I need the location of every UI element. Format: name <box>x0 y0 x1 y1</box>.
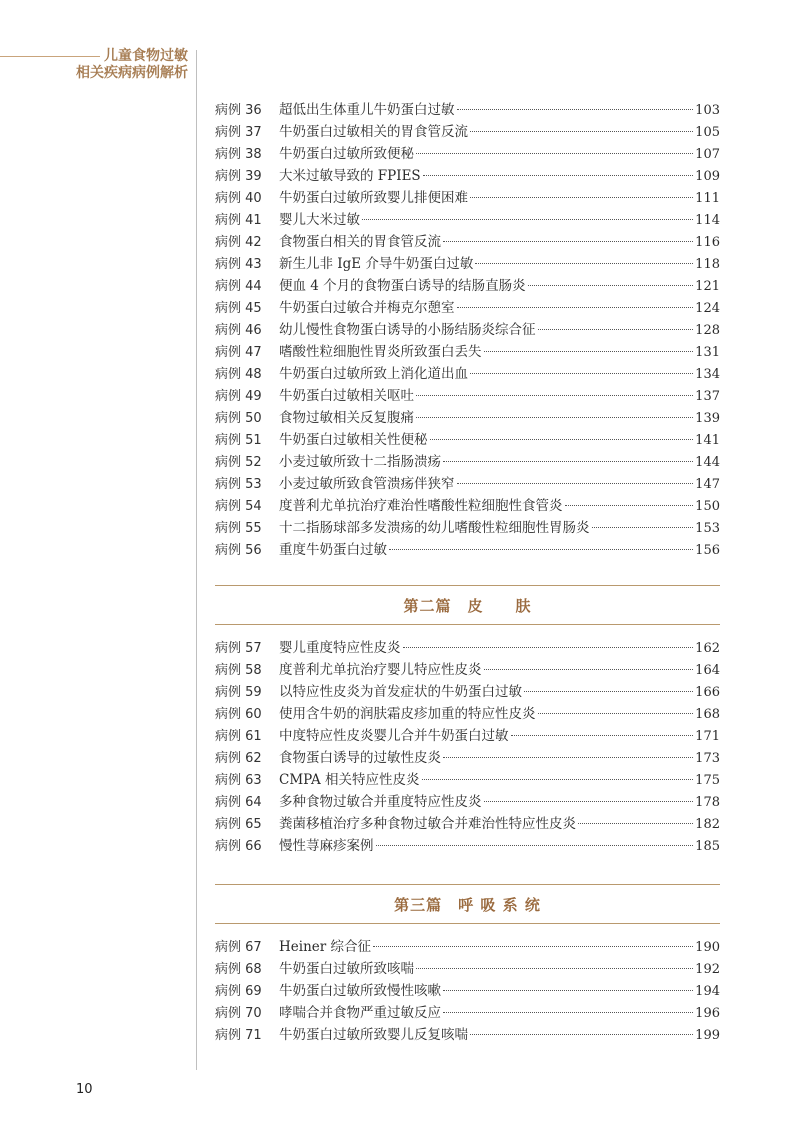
page-ref: 118 <box>695 257 720 272</box>
case-title: 食物蛋白相关的胃食管反流 <box>279 234 441 250</box>
dot-leader <box>443 757 693 758</box>
toc-entry <box>215 451 720 473</box>
case-title: Heiner 综合征 <box>279 939 372 955</box>
toc-entry <box>215 429 720 451</box>
case-title: 牛奶蛋白过敏所致上消化道出血 <box>279 366 468 382</box>
page-number: 10 <box>76 1082 93 1097</box>
margin-rule <box>196 50 197 1070</box>
dot-leader <box>389 549 693 550</box>
toc-entry <box>215 769 720 791</box>
running-header-line2: 相关疾病病例解析 <box>76 65 188 81</box>
page-ref: 162 <box>695 641 720 656</box>
case-title: 小麦过敏所致食管溃疡伴狭窄 <box>279 476 455 492</box>
toc-entry <box>215 703 720 725</box>
dot-leader <box>470 131 693 132</box>
section-heading-skin: 第二篇 皮 肤 <box>215 585 720 625</box>
case-number: 病例 41 <box>215 213 262 228</box>
case-title: 度普利尤单抗治疗婴儿特应性皮炎 <box>279 662 482 678</box>
dot-leader <box>484 801 694 802</box>
toc-entry <box>215 319 720 341</box>
case-number: 病例 36 <box>215 103 262 118</box>
page-ref: 137 <box>695 389 720 404</box>
case-number: 病例 45 <box>215 301 262 316</box>
case-title: 粪菌移植治疗多种食物过敏合并难治性特应性皮炎 <box>279 816 576 832</box>
page-ref: 173 <box>695 751 720 766</box>
dot-leader <box>484 351 694 352</box>
dot-leader <box>538 329 694 330</box>
toc-entry <box>215 297 720 319</box>
case-title: 婴儿重度特应性皮炎 <box>279 640 401 656</box>
case-number: 病例 65 <box>215 817 262 832</box>
page-ref: 156 <box>695 543 720 558</box>
case-title: 哮喘合并食物严重过敏反应 <box>279 1005 441 1021</box>
dot-leader <box>538 713 694 714</box>
dot-leader <box>376 845 694 846</box>
dot-leader <box>470 373 693 374</box>
page-ref: 144 <box>695 455 720 470</box>
case-title: 新生儿非 IgE 介导牛奶蛋白过敏 <box>279 256 474 272</box>
case-number: 病例 59 <box>215 685 262 700</box>
page-ref: 147 <box>695 477 720 492</box>
dot-leader <box>470 1034 693 1035</box>
dot-leader <box>592 527 694 528</box>
page-ref: 153 <box>695 521 720 536</box>
toc-entry <box>215 1002 720 1024</box>
page-ref: 185 <box>695 839 720 854</box>
case-number: 病例 47 <box>215 345 262 360</box>
toc-entry <box>215 99 720 121</box>
dot-leader <box>423 175 693 176</box>
case-title: CMPA 相关特应性皮炎 <box>279 772 420 788</box>
case-number: 病例 68 <box>215 962 262 977</box>
toc-entry <box>215 517 720 539</box>
page-ref: 194 <box>695 984 720 999</box>
case-number: 病例 46 <box>215 323 262 338</box>
case-number: 病例 54 <box>215 499 262 514</box>
case-title: 幼儿慢性食物蛋白诱导的小肠结肠炎综合征 <box>279 322 536 338</box>
case-title: 便血 4 个月的食物蛋白诱导的结肠直肠炎 <box>279 278 526 294</box>
page-ref: 192 <box>695 962 720 977</box>
toc-entry <box>215 813 720 835</box>
case-number: 病例 48 <box>215 367 262 382</box>
case-number: 病例 37 <box>215 125 262 140</box>
case-number: 病例 71 <box>215 1028 262 1043</box>
dot-leader <box>524 691 693 692</box>
dot-leader <box>416 417 693 418</box>
case-title: 嗜酸性粒细胞性胃炎所致蛋白丢失 <box>279 344 482 360</box>
case-title: 牛奶蛋白过敏所致咳喘 <box>279 961 414 977</box>
case-number: 病例 56 <box>215 543 262 558</box>
toc-entry <box>215 637 720 659</box>
dot-leader <box>475 263 693 264</box>
dot-leader <box>443 461 693 462</box>
toc-entry <box>215 253 720 275</box>
dot-leader <box>373 946 693 947</box>
dot-leader <box>443 241 693 242</box>
dot-leader <box>528 285 694 286</box>
page-ref: 109 <box>695 169 720 184</box>
toc-entry <box>215 681 720 703</box>
case-title: 牛奶蛋白过敏相关性便秘 <box>279 432 428 448</box>
case-number: 病例 66 <box>215 839 262 854</box>
toc-entry <box>215 539 720 561</box>
case-title: 婴儿大米过敏 <box>279 212 360 228</box>
toc-entry <box>215 725 720 747</box>
case-title: 超低出生体重儿牛奶蛋白过敏 <box>279 102 455 118</box>
case-title: 慢性荨麻疹案例 <box>279 838 374 854</box>
dot-leader <box>403 647 694 648</box>
page-ref: 111 <box>695 191 720 206</box>
case-number: 病例 70 <box>215 1006 262 1021</box>
case-number: 病例 49 <box>215 389 262 404</box>
page-ref: 199 <box>695 1028 720 1043</box>
toc-entry <box>215 121 720 143</box>
toc-entry <box>215 231 720 253</box>
case-number: 病例 53 <box>215 477 262 492</box>
case-title: 中度特应性皮炎婴儿合并牛奶蛋白过敏 <box>279 728 509 744</box>
page-ref: 116 <box>695 235 720 250</box>
toc-list-part2 <box>215 637 720 857</box>
toc-entry <box>215 407 720 429</box>
page-ref: 124 <box>695 301 720 316</box>
case-title: 大米过敏导致的 FPIES <box>279 168 421 184</box>
dot-leader <box>430 439 694 440</box>
page-ref: 141 <box>695 433 720 448</box>
case-number: 病例 67 <box>215 940 262 955</box>
case-number: 病例 57 <box>215 641 262 656</box>
toc-entry <box>215 791 720 813</box>
dot-leader <box>457 483 694 484</box>
page-ref: 128 <box>695 323 720 338</box>
toc-entry <box>215 473 720 495</box>
page-ref: 164 <box>695 663 720 678</box>
dot-leader <box>443 990 693 991</box>
page-ref: 121 <box>695 279 720 294</box>
toc-entry <box>215 363 720 385</box>
case-title: 小麦过敏所致十二指肠溃疡 <box>279 454 441 470</box>
toc-entry <box>215 341 720 363</box>
case-title: 度普利尤单抗治疗难治性嗜酸性粒细胞性食管炎 <box>279 498 563 514</box>
page-ref: 114 <box>695 213 720 228</box>
page-ref: 171 <box>695 729 720 744</box>
page-ref: 131 <box>695 345 720 360</box>
case-number: 病例 63 <box>215 773 262 788</box>
page-ref: 196 <box>695 1006 720 1021</box>
case-title: 使用含牛奶的润肤霜皮疹加重的特应性皮炎 <box>279 706 536 722</box>
case-title: 牛奶蛋白过敏相关的胃食管反流 <box>279 124 468 140</box>
case-number: 病例 44 <box>215 279 262 294</box>
toc-entry <box>215 385 720 407</box>
case-number: 病例 40 <box>215 191 262 206</box>
toc-entry <box>215 209 720 231</box>
header-rule <box>0 56 100 57</box>
dot-leader <box>511 735 694 736</box>
dot-leader <box>484 669 694 670</box>
toc-entry <box>215 835 720 857</box>
page-ref: 107 <box>695 147 720 162</box>
dot-leader <box>457 109 694 110</box>
case-title: 牛奶蛋白过敏所致慢性咳嗽 <box>279 983 441 999</box>
page-ref: 134 <box>695 367 720 382</box>
page-ref: 182 <box>695 817 720 832</box>
toc-entry <box>215 143 720 165</box>
case-title: 食物蛋白诱导的过敏性皮炎 <box>279 750 441 766</box>
page-ref: 178 <box>695 795 720 810</box>
dot-leader <box>470 197 693 198</box>
case-number: 病例 61 <box>215 729 262 744</box>
case-number: 病例 39 <box>215 169 262 184</box>
toc-entry <box>215 165 720 187</box>
case-number: 病例 51 <box>215 433 262 448</box>
case-title: 多种食物过敏合并重度特应性皮炎 <box>279 794 482 810</box>
page-ref: 175 <box>695 773 720 788</box>
dot-leader <box>422 779 694 780</box>
section-heading-respiratory: 第三篇 呼 吸 系 统 <box>215 884 720 924</box>
case-number: 病例 64 <box>215 795 262 810</box>
case-number: 病例 38 <box>215 147 262 162</box>
toc-list-part3 <box>215 936 720 1046</box>
page-ref: 190 <box>695 940 720 955</box>
toc-entry <box>215 659 720 681</box>
case-number: 病例 52 <box>215 455 262 470</box>
page-ref: 105 <box>695 125 720 140</box>
case-number: 病例 62 <box>215 751 262 766</box>
case-title: 牛奶蛋白过敏相关呕吐 <box>279 388 414 404</box>
running-header-line1: 儿童食物过敏 <box>104 48 188 64</box>
page-ref: 168 <box>695 707 720 722</box>
toc-entry <box>215 747 720 769</box>
case-number: 病例 60 <box>215 707 262 722</box>
toc-list-part1 <box>215 99 720 561</box>
dot-leader <box>362 219 693 220</box>
dot-leader <box>578 823 693 824</box>
page-ref: 150 <box>695 499 720 514</box>
dot-leader <box>416 968 693 969</box>
case-title: 牛奶蛋白过敏所致便秘 <box>279 146 414 162</box>
dot-leader <box>457 307 694 308</box>
case-title: 以特应性皮炎为首发症状的牛奶蛋白过敏 <box>279 684 522 700</box>
case-title: 重度牛奶蛋白过敏 <box>279 542 387 558</box>
case-title: 牛奶蛋白过敏合并梅克尔憩室 <box>279 300 455 316</box>
dot-leader <box>416 153 693 154</box>
toc-entry <box>215 495 720 517</box>
toc-entry <box>215 958 720 980</box>
case-number: 病例 43 <box>215 257 262 272</box>
case-title: 牛奶蛋白过敏所致婴儿反复咳喘 <box>279 1027 468 1043</box>
toc-entry <box>215 936 720 958</box>
case-number: 病例 42 <box>215 235 262 250</box>
toc-entry <box>215 1024 720 1046</box>
case-number: 病例 55 <box>215 521 262 536</box>
case-title: 食物过敏相关反复腹痛 <box>279 410 414 426</box>
dot-leader <box>565 505 694 506</box>
toc-entry <box>215 980 720 1002</box>
case-title: 牛奶蛋白过敏所致婴儿排便困难 <box>279 190 468 206</box>
toc-entry <box>215 275 720 297</box>
toc-entry <box>215 187 720 209</box>
page-ref: 166 <box>695 685 720 700</box>
case-number: 病例 69 <box>215 984 262 999</box>
case-number: 病例 50 <box>215 411 262 426</box>
dot-leader <box>443 1012 693 1013</box>
case-number: 病例 58 <box>215 663 262 678</box>
page-ref: 103 <box>695 103 720 118</box>
dot-leader <box>416 395 693 396</box>
case-title: 十二指肠球部多发溃疡的幼儿嗜酸性粒细胞性胃肠炎 <box>279 520 590 536</box>
page-ref: 139 <box>695 411 720 426</box>
